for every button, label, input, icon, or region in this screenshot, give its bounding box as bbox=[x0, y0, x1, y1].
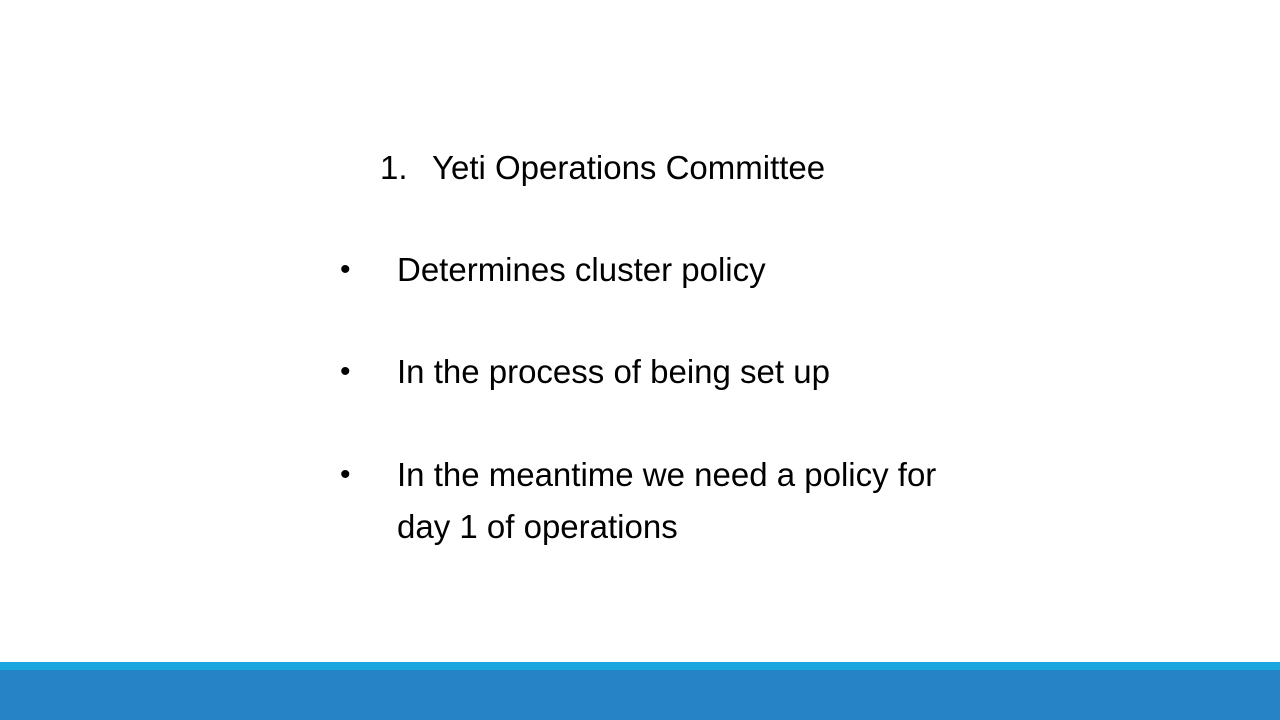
heading-text: Yeti Operations Committee bbox=[432, 149, 826, 186]
footer-bar bbox=[0, 662, 1280, 720]
bullet-item bbox=[340, 449, 940, 553]
bullet-text: In the meantime we need a policy for day 1 of operations bbox=[397, 456, 937, 545]
bullet-text: Determines cluster policy bbox=[397, 251, 766, 288]
bullet-text: In the process of being set up bbox=[397, 353, 830, 390]
bullet-marker-icon: • bbox=[340, 355, 351, 388]
list-number: 1. bbox=[380, 149, 408, 186]
footer-band bbox=[0, 670, 1280, 720]
bullet-item bbox=[340, 346, 940, 398]
bullet-marker-icon: • bbox=[340, 458, 351, 491]
bullet-item bbox=[340, 244, 940, 296]
bullet-marker-icon: • bbox=[340, 253, 351, 286]
numbered-heading bbox=[380, 142, 825, 194]
footer-accent-line bbox=[0, 662, 1280, 670]
